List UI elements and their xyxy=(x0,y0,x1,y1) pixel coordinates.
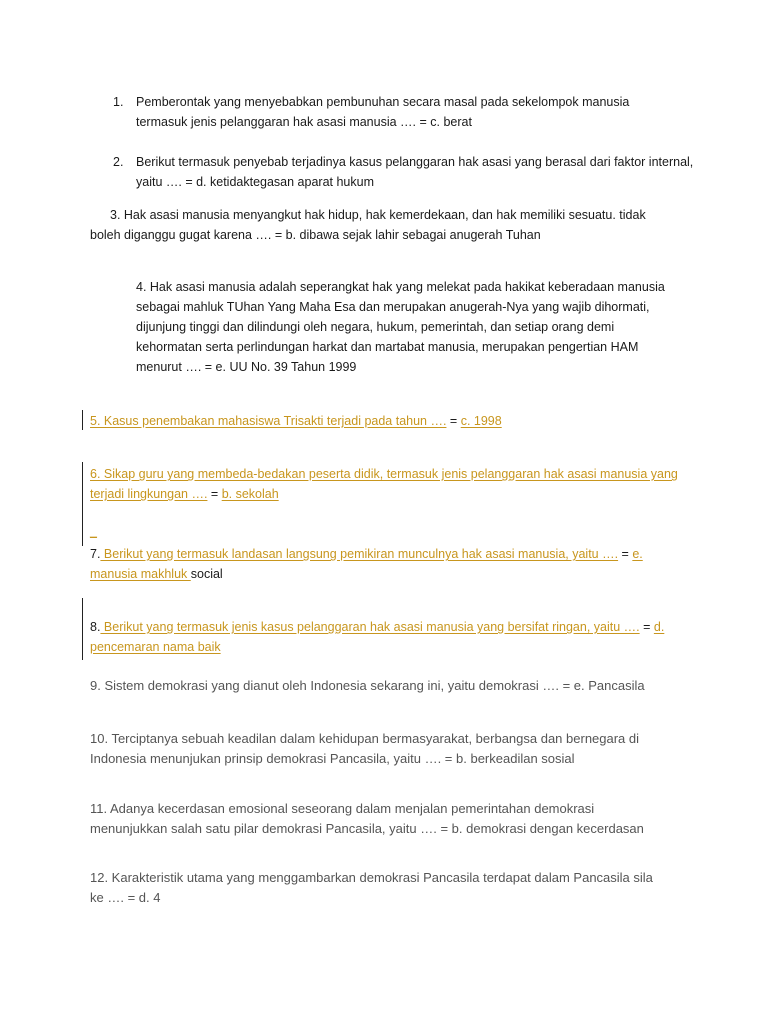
question-7 xyxy=(90,544,670,584)
question-7-answer-suffix: social xyxy=(190,567,223,581)
question-1-number: 1. xyxy=(113,95,124,109)
question-5-separator: = xyxy=(446,414,461,428)
question-2-number: 2. xyxy=(113,155,124,169)
question-4: 4. Hak asasi manusia adalah seperangkat hak yang melekat pada hakikat keberadaan manusia sebagai mahluk TUhan Yang Maha Esa dan merupakan anugerah-Nya yang wajib dihormati, dijunjung tinggi dan dilindungi oleh negara, hukum, pemerintah, dan setiap orang demi kehormatan serta perlindungan harkat dan martabat manusia, merupakan pengertian HAM menurut …. = e. UU No. 39 Tahun 1999 xyxy=(136,280,665,374)
question-6-answer: b. sekolah xyxy=(221,487,279,501)
question-8-number: 8. xyxy=(90,620,101,634)
question-7-text: Berikut yang termasuk landasan langsung pemikiran munculnya hak asasi manusia, yaitu …. xyxy=(100,547,619,561)
question-6-separator: = xyxy=(207,487,222,501)
question-2-text: Berikut termasuk penyebab terjadinya kasus pelanggaran hak asasi yang berasal dari faktor internal, yaitu …. = d. ketidaktegasan aparat hukum xyxy=(136,155,694,189)
question-5-answer: c. 1998 xyxy=(460,414,502,428)
question-3: 3. Hak asasi manusia menyangkut hak hidup, hak kemerdekaan, dan hak memiliki sesuatu. tidak boleh diganggu gugat karena …. = b. dibawa sejak lahir sebagai anugerah Tuhan xyxy=(90,208,646,242)
change-bar xyxy=(82,598,83,660)
question-8-answer: d. pencemaran nama baik xyxy=(90,620,665,654)
question-8 xyxy=(90,617,690,657)
question-1-text: Pemberontak yang menyebabkan pembunuhan secara masal pada sekelompok manusia termasuk jenis pelanggaran hak asasi manusia …. = c. berat xyxy=(136,95,630,129)
question-6 xyxy=(90,464,690,504)
question-5-text: 5. Kasus penembakan mahasiswa Trisakti terjadi pada tahun …. xyxy=(90,414,447,428)
question-5 xyxy=(90,411,690,431)
change-bar xyxy=(82,462,83,546)
question-7-answer: e. manusia makhluk xyxy=(90,547,643,581)
question-6-text: 6. Sikap guru yang membeda-bedakan peserta didik, termasuk jenis pelanggaran hak asasi manusia yang terjadi lingkungan …. xyxy=(90,467,678,501)
change-bar xyxy=(82,410,83,430)
question-12: 12. Karakteristik utama yang menggambarkan demokrasi Pancasila terdapat dalam Pancasila sila ke …. = d. 4 xyxy=(90,870,653,905)
question-9: 9. Sistem demokrasi yang dianut oleh Indonesia sekarang ini, yaitu demokrasi …. = e. Pancasila xyxy=(90,678,645,693)
question-7-number: 7. xyxy=(90,547,101,561)
question-8-separator: = xyxy=(639,620,654,634)
question-10: 10. Terciptanya sebuah keadilan dalam kehidupan bermasyarakat, berbangsa dan bernegara di Indonesia menunjukan prinsip demokrasi Pancasila, yaitu …. = b. berkeadilan sosial xyxy=(90,731,640,766)
question-7-separator: = xyxy=(618,547,633,561)
stray-underline-mark: _ xyxy=(90,524,97,538)
question-11: 11. Adanya kecerdasan emosional seseorang dalam menjalan pemerintahan demokrasi menunjukkan salah satu pilar demokrasi Pancasila, yaitu …. = b. demokrasi dengan kecerdasan xyxy=(90,801,644,836)
question-8-text: Berikut yang termasuk jenis kasus pelanggaran hak asasi manusia yang bersifat ringan, yaitu …. xyxy=(100,620,640,634)
